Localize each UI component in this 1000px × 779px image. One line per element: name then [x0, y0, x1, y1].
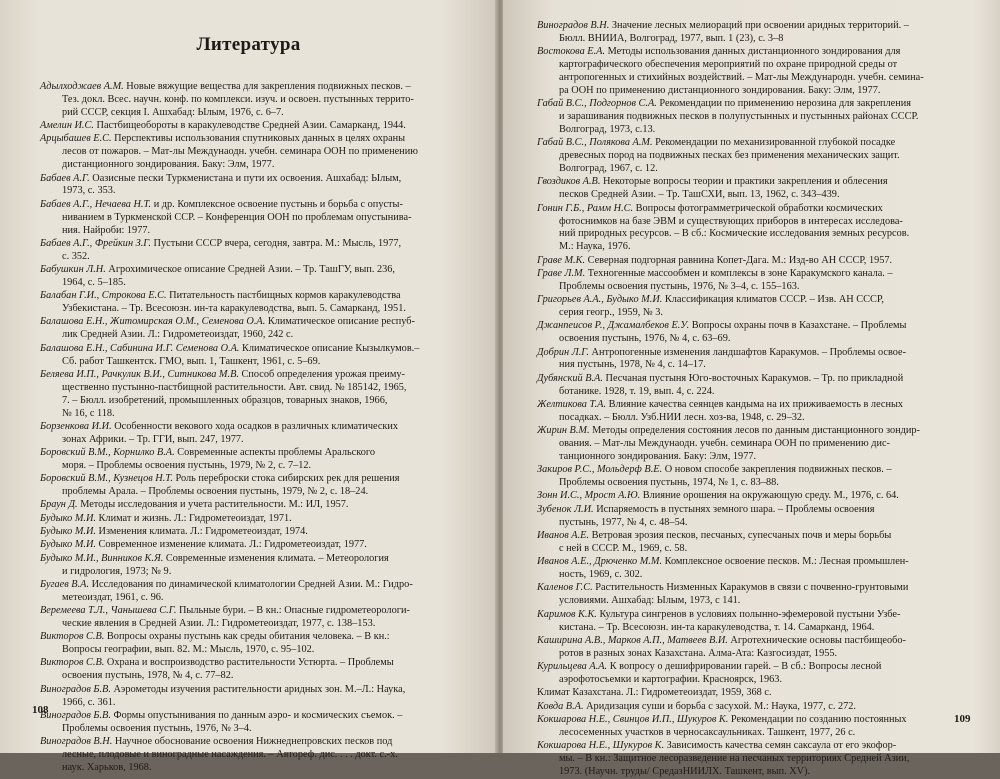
reference-text: Роль переброски стока сибирских рек для решения проблемы Арала. – Проблемы освоения пустынь, 1979, № 2, с. 18–24. — [62, 473, 400, 498]
reference-text: Вопросы охраны пустынь как среды обитания человека. – В кн.: Вопросы географии, вып. 82. М.: Мысль, 1970, с. 95–102. — [62, 631, 390, 656]
page-heading: Литература — [196, 34, 301, 55]
reference-entry — [40, 605, 480, 631]
reference-text: Особенности векового хода осадков в различных климатических зонах Африки. – Тр. ГГИ, вып. 247, 1977. — [62, 420, 399, 445]
reference-text: Комплексное освоение песков. М.: Лесная промышлен- ность, 1969, с. 302. — [559, 556, 909, 581]
reference-author: Ковда В.А. — [537, 700, 584, 712]
reference-text: Рекомендации по созданию постоянных лесосеменных участков в черносаксаульниках. Ташкент, 1977, 26 с. — [559, 713, 907, 738]
reference-text: Методы использования данных дистанционного зондирования для картографического обеспечения мероприятий по охране природной среды от антропогенных и стихийных воздействий. – Мат-лы Международн. учебн. семина- ра ООН по применению дистанционного зондирования. Баку: Элм, 1977. — [559, 46, 924, 96]
reference-author: Будыко М.И., Винников К.Я. — [40, 552, 164, 564]
reference-author: Зонн И.С., Мрост А.Ю. — [537, 490, 641, 502]
reference-entry — [537, 687, 987, 700]
reference-text: Испаряемость в пустынях земного шара. – Проблемы освоения пустынь, 1977, № 4, с. 48–54. — [559, 503, 875, 528]
reference-text: Вопросы охраны почв в Казахстане. – Проблемы освоения пустынь, 1976, № 4, с. 63–69. — [559, 320, 907, 345]
reference-author: Габай В.С., Полякова А.М. — [537, 137, 653, 149]
reference-author: Бугаев В.А. — [40, 578, 90, 590]
reference-author: Гонин Г.Б., Рамм Н.С. — [537, 202, 634, 214]
reference-author: Востокова Е.А. — [537, 46, 606, 58]
reference-entry — [40, 447, 480, 473]
reference-text: Северная подгорная равнина Копет-Дага. М.: Изд-во АН СССР, 1957. — [585, 254, 893, 266]
reference-author: Виноградов Б.В. — [40, 709, 111, 721]
reference-author: Каленов Г.С. — [537, 582, 593, 594]
reference-entry — [537, 464, 987, 490]
reference-entry — [537, 701, 987, 714]
reference-author: Будыко М.И. — [40, 539, 96, 551]
reference-entry — [40, 421, 480, 447]
reference-entry — [537, 320, 987, 346]
right-page — [503, 0, 1000, 777]
reference-text: Рекомендации по применению нерозина для закрепления и зарашивания подвижных песков в полупустынных и пустынных районах СССР. Волгоград, 1973, с.13. — [559, 98, 919, 136]
reference-text: Исследования по динамической климатологии Средней Азии. М.: Гидро- метеоиздат, 1961, с. 96. — [62, 578, 413, 603]
reference-entry — [40, 684, 480, 710]
reference-author: Григорьев А.А., Будыко М.И. — [537, 294, 663, 306]
reference-author: Иванов А.Е. — [537, 529, 590, 541]
reference-text: Изменения климата. Л.: Гидрометеоиздат, 1974. — [95, 526, 308, 538]
reference-author: Боровский В.М., Кузнецов Н.Т. — [40, 473, 173, 485]
reference-text: Аэрометоды изучения растительности аридных зон. М.–Л.: Наука, 1966, с. 361. — [62, 683, 406, 708]
reference-author: Балабан Г.И., Строкова Е.С. — [40, 290, 167, 302]
reference-entry — [40, 369, 480, 421]
reference-entry — [537, 373, 987, 399]
right-reference-list — [537, 20, 987, 779]
reference-text: Новые вяжущие вещества для закрепления подвижных песков. – Тез. докл. Всес. научн. конф. по комплекси. изуч. и освоен. пустынных террито- рий СССР, секция I. Ашхабад: Ылым, 1976, с. 6–7. — [62, 81, 414, 118]
reference-author: Арцыбашев Е.С. — [40, 133, 112, 145]
reference-author: Борзенкова И.И. — [40, 420, 112, 432]
reference-entry — [40, 579, 480, 605]
reference-text: Агротехнические основы пастбищеобо- ротов в разных зонах Казахстана. Алма-Ата: Казгосиздат, 1955. — [559, 634, 906, 659]
reference-entry — [40, 526, 480, 539]
reference-author: Виноградов В.Н. — [537, 20, 610, 31]
reference-author: Будыко М.И. — [40, 526, 96, 538]
reference-author: Каширина А.В., Марков А.П., Матвеев В.И. — [537, 634, 728, 646]
reference-text: К вопросу о дешифрировании гарей. – В сб.: Вопросы лесной аэрофотосъемки и картографии. Красноярск, 1963. — [559, 661, 882, 685]
reference-entry — [40, 513, 480, 526]
reference-author: Будыко М.И. — [40, 512, 96, 524]
reference-author: Дубянский В.А. — [537, 372, 603, 384]
reference-entry — [537, 609, 987, 635]
reference-entry — [537, 20, 987, 46]
reference-entry — [537, 46, 987, 98]
reference-text: Аридизация суши и борьба с засухой. М.: Наука, 1977, с. 272. — [583, 700, 856, 712]
reference-entry — [40, 343, 480, 369]
reference-entry — [40, 133, 480, 172]
reference-entry — [40, 631, 480, 657]
reference-entry — [537, 294, 987, 320]
reference-entry — [537, 504, 987, 530]
reference-author: Балашова Е.Н., Житомирская О.М., Семенова О.А. — [40, 316, 266, 328]
reference-author: Иванов А.Е., Дрюченко М.М. — [537, 556, 663, 568]
reference-entry — [537, 635, 987, 661]
reference-text: О новом способе закрепления подвижных песков. – Проблемы освоения пустынь, 1974, № 1, с. 83–88. — [559, 464, 892, 489]
reference-author: Кокшарова Н.Е., Шукуров К. — [537, 740, 665, 751]
reference-author: Боровский В.М., Корнилко В.А. — [40, 447, 175, 459]
reference-text: Агрохимическое описание Средней Азии. – Тр. ТашГУ, вып. 236, 1964, с. 5–185. — [62, 264, 396, 288]
reference-entry — [40, 539, 480, 552]
reference-text: Способ определения урожая преиму- щественно пустынно-пастбищной растительности. Авт. свид. № 185142, 1965, 7. – Бюлл. изобретений, промышленных образцов, товарных знаков, 1966, № 16, с 118. — [62, 368, 407, 419]
reference-text: Техногенные массообмен и комплексы в зоне Каракумского канала. – Проблемы освоения пустынь, 1976, № 3–4, с. 155–163. — [559, 267, 893, 292]
reference-text: Некоторые вопросы теории и практики закрепления и облесения песков Средней Азии. – Тр. ТашСХИ, вып. 13, 1962, с. 343–439. — [559, 176, 888, 201]
reference-author: Амелин И.С. — [40, 120, 94, 132]
reference-author: Джанпеисов Р., Джамалбеков Е.У. — [537, 320, 690, 332]
reference-entry — [40, 553, 480, 579]
reference-text: Культура сингренов в условиях полынно-эфемеровой пустыни Узбе- кистана. – Тр. Всесоюзн. ин-та каракулеводства, т. 14. Самарканд, 1964. — [559, 608, 901, 633]
reference-author: Зубенок Л.И. — [537, 503, 594, 515]
reference-text: Научное обоснование освоения Нижнеднепровских песков под лесные, плодовые и виноградные насаждения. – Автореф. дис. . . . докт. с.-х. наук. Харьков, 1968. — [62, 736, 398, 773]
reference-author: Бабаев А.Г., Фрейкин З.Г. — [40, 237, 151, 249]
reference-text: Формы опустынивания по данным аэро- и космических съемок. – Проблемы освоения пустынь, 1976, № 3–4. — [62, 709, 403, 734]
reference-text: Пастбищеобороты в каракулеводстве Средней Азии. Самарканд, 1944. — [93, 120, 406, 132]
reference-text: Питательность пастбищных кормов каракулеводства Узбекистана. – Тр. Всесоюзн. ин-та каракулеводства, вып. 5. Самарканд, 1951. — [62, 290, 406, 315]
reference-text: Пыльные бури. – В кн.: Опасные гидрометеорологи- ческие явления в Средней Азии. Л.: Гидрометеоиздат, 1977, с. 138–153. — [62, 605, 410, 629]
reference-entry — [537, 399, 987, 425]
reference-text: Методы исследования и учета растительности. М.: ИЛ, 1957. — [77, 499, 349, 511]
reference-text: Климат и жизнь. Л.: Гидрометеоиздат, 1971. — [95, 512, 292, 524]
reference-entry — [537, 556, 987, 582]
reference-entry — [40, 499, 480, 512]
reference-entry — [537, 137, 987, 176]
reference-author: Браун Д. — [40, 499, 78, 511]
reference-author: Граве М.К. — [537, 254, 586, 266]
reference-text: Климат Казахстана. Л.: Гидрометеоиздат, 1959, 368 с. — [537, 687, 772, 699]
reference-text: Антропогенные изменения ландшафтов Каракумов. – Проблемы освое- ния пустынь, 1978, № 4, с. 14–17. — [559, 346, 907, 371]
reference-entry — [40, 710, 480, 736]
reference-author: Адылходжаев А.М. — [40, 81, 124, 92]
reference-text: Современные изменения климата. – Метеорология и гидрология, 1973; № 9. — [62, 552, 389, 577]
reference-entry — [537, 255, 987, 268]
reference-author: Виноградов Б.В. — [40, 683, 111, 695]
reference-author: Курильцева А.А. — [537, 661, 608, 672]
reference-entry — [537, 530, 987, 556]
reference-text: Оазисные пески Туркменистана и пути их освоения. Ашхабад: Ылым, 1973, с. 353. — [62, 172, 402, 197]
reference-entry — [40, 657, 480, 683]
reference-text: Зависимость качества семян саксаула от его экофор- мы. – В кн.: Защитное лесоразведение на песчаных территориях Средней Азии, 1973. (Научн. труды/ СредазНИИЛХ. Ташкент, вып. XV). — [559, 740, 910, 777]
reference-entry — [537, 347, 987, 373]
reference-entry — [40, 173, 480, 199]
reference-author: Закиров Р.С., Мольдерф В.Е. — [537, 464, 663, 476]
reference-text: Современные аспекты проблемы Аральского моря. – Проблемы освоения пустынь, 1979, № 2, с. 7–12. — [62, 447, 375, 471]
reference-author: Веремеева Т.Л., Чанышева С.Г. — [40, 605, 177, 617]
reference-author: Викторов С.В. — [40, 631, 105, 643]
reference-text: и др. Комплексное освоение пустынь и борьба с опусты- ниванием в Туркменской ССР. – Конференция ООН по проблемам опустынива- ния. Найроби: 1977. — [62, 198, 412, 236]
reference-entry — [537, 176, 987, 202]
reference-entry — [40, 290, 480, 316]
reference-entry — [537, 98, 987, 137]
page-number-left: 108 — [32, 704, 49, 716]
reference-text: Песчаная пустыня Юго-восточных Каракумов. – Тр. по прикладной ботанике. 1928, т. 19, вып. 4, с. 224. — [559, 372, 904, 397]
reference-author: Жирин В.М. — [537, 425, 590, 437]
reference-author: Беляева И.П., Рачкулик В.И., Ситникова М.В. — [40, 368, 239, 380]
reference-author: Виноградов В.Н. — [40, 736, 113, 748]
reference-author: Бабаев А.Г., Нечаева Н.Т. — [40, 198, 152, 210]
page-number-right: 109 — [954, 713, 971, 725]
reference-entry — [40, 473, 480, 499]
reference-entry — [537, 661, 987, 687]
reference-entry — [537, 714, 987, 740]
reference-text: Влияние качества сеянцев кандыма на их приживаемость в лесных посадках. – Бюлл. Узб.НИИ лесн. хоз-ва, 1948, с. 29–32. — [559, 398, 904, 423]
reference-author: Гвоздиков А.В. — [537, 176, 601, 188]
reference-text: Пустыни СССР вчера, сегодня, завтра. М.: Мысль, 1977, с. 352. — [62, 237, 402, 262]
reference-text: Климатическое описание Кызылкумов.– Сб. работ Ташкентск. ГМО, вып. 1, Ташкент, 1961, с. 5–69. — [62, 342, 420, 367]
reference-entry — [40, 120, 480, 133]
reference-entry — [40, 81, 480, 120]
reference-text: Перспективы использования спутниковых данных в целях охраны лесов от пожаров. – Мат-лы Междунаодн. учебн. семинара ООН по применению дистанционного зондирования. Баку: Элм, 1977. — [62, 133, 418, 171]
reference-author: Граве Л.М. — [537, 267, 586, 279]
reference-author: Балашова Е.Н., Сабинина И.Г. Семенова О.А. — [40, 342, 240, 354]
reference-entry — [537, 740, 987, 779]
reference-text: Методы определения состояния лесов по данным дистанционного зондир- ования. – Мат-лы Междунаодн. учебн. семинара ООН по применению дис- танционного зондирования. Баку: Элм, 1977. — [559, 425, 920, 462]
reference-entry — [40, 736, 480, 775]
reference-entry — [537, 268, 987, 294]
reference-text: Растительность Низменных Каракумов в связи с почвенно-грунтовыми условиями. Ашхабад: Ылым, 1973, с 141. — [559, 582, 909, 607]
reference-text: Значение лесных мелиораций при освоении аридных территорий. – Бюлл. ВНИИА, Волгоград, 1977, вып. 1 (23), с. 3–8 — [559, 20, 909, 44]
reference-text: Охрана и воспроизводство растительности Устюрта. – Проблемы освоения пустынь, 1978, № 4, с. 77–82. — [62, 657, 394, 682]
reference-author: Бабаев А.Г. — [40, 172, 90, 184]
reference-text: Рекомендации по механизированной глубокой посадке древесных пород на подвижных песках без применения механических защит. Волгоград, 1967, с. 12. — [559, 137, 900, 175]
reference-entry — [40, 199, 480, 238]
reference-entry — [40, 238, 480, 264]
reference-text: Климатическое описание респуб- лик Средней Азии. Л.: Гидрометеоиздат, 1960, 242 с. — [62, 316, 415, 341]
reference-entry — [537, 425, 987, 464]
reference-text: Ветровая эрозия песков, песчаных, супесчаных почв и меры борьбы с ней в СССР. М., 1969, с. 58. — [559, 529, 892, 554]
reference-entry — [537, 490, 987, 503]
left-page — [0, 0, 497, 773]
reference-entry — [40, 264, 480, 290]
reference-entry — [537, 203, 987, 255]
reference-author: Викторов С.В. — [40, 657, 105, 669]
reference-text: Вопросы фотограмметрической обработки космических фотоснимков на базе ЭВМ и существующих приборов в интересах исследова- ний природных ресурсов. – В сб.: Космические исследования земных ресурсов. М.: Наука, 1976. — [559, 202, 910, 253]
reference-entry — [537, 582, 987, 608]
reference-text: Современное изменение климата. Л.: Гидрометеоиздат, 1977. — [95, 539, 367, 551]
reference-author: Габай В.С., Подгорнов С.А. — [537, 98, 657, 110]
reference-author: Кокшарова Н.Е., Свинцов И.П., Шукуров К. — [537, 713, 729, 725]
reference-author: Бабушкин Л.Н. — [40, 264, 106, 276]
reference-author: Добрин Л.Г. — [537, 346, 589, 358]
reference-author: Желтикова Т.А. — [537, 398, 607, 410]
left-reference-list — [40, 81, 480, 775]
reference-entry — [40, 316, 480, 342]
reference-text: Влияние орошения на окружающую среду. М., 1976, с. 64. — [640, 490, 899, 502]
reference-text: Классификация климатов СССР. – Изв. АН СССР, серия геогр., 1959, № 3. — [559, 294, 884, 319]
reference-author: Каримов К.К. — [537, 608, 597, 620]
